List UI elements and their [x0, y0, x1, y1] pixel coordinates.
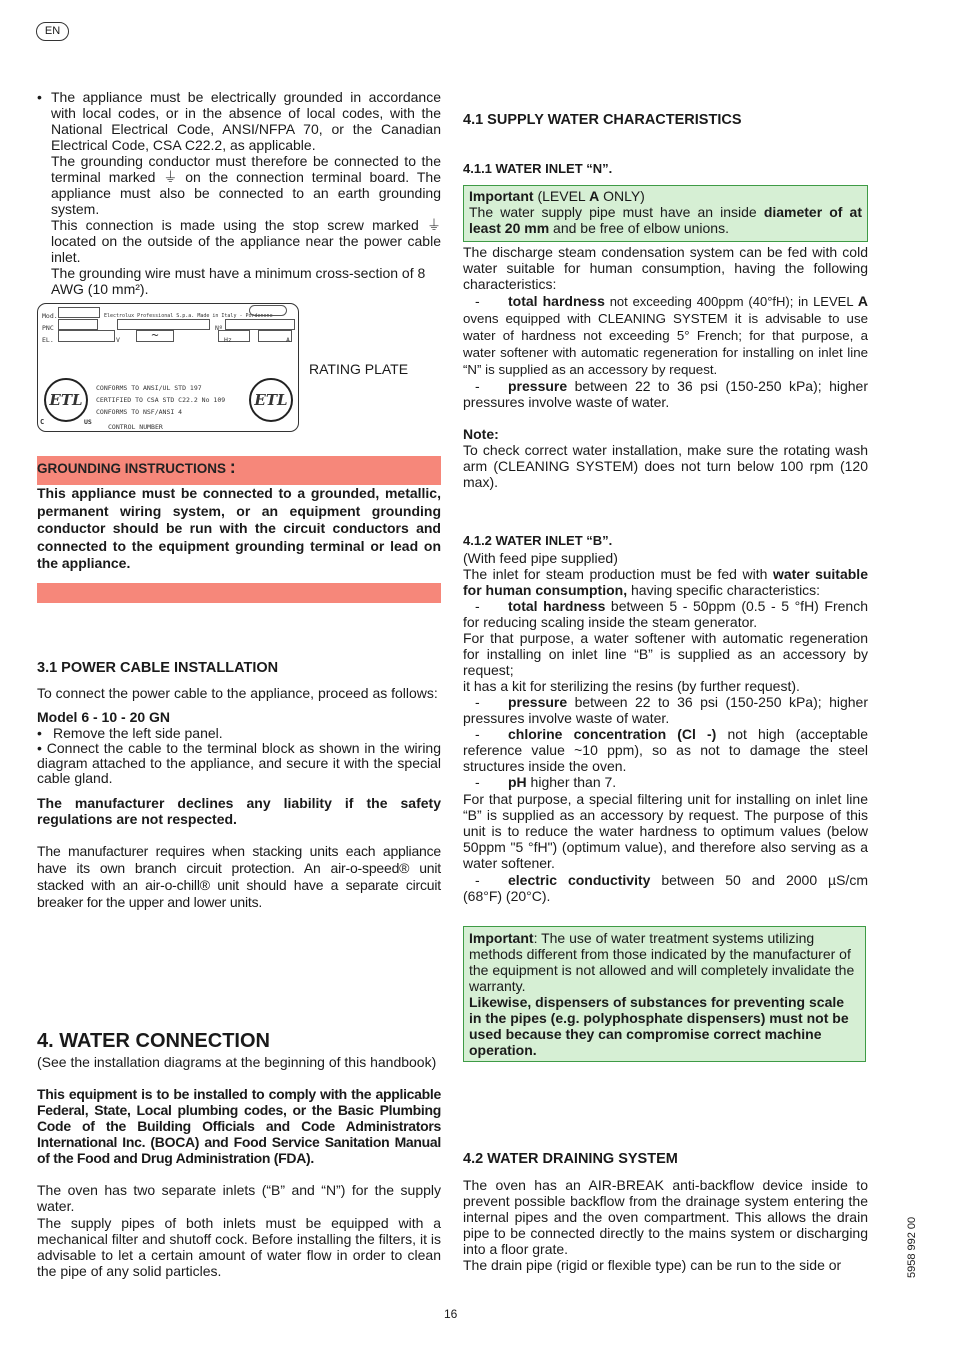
plate-logo-oval	[249, 305, 287, 316]
supply-water-title: 4.1 SUPPLY WATER CHARACTERISTICS	[463, 112, 742, 128]
pressure-text: between 22 to 36 psi (150-250 kPa); higher pressures involve waste of water.	[463, 378, 868, 410]
etl-logo-left: ETL	[44, 378, 88, 422]
plate-conformity-2: CERTIFIED TO CSA STD C22.2 No 109	[96, 396, 226, 404]
page-number: 16	[444, 1307, 458, 1321]
ph-label: pH	[508, 774, 527, 790]
document-code: 5958 992 00	[906, 1216, 918, 1278]
grounding-instructions	[37, 456, 441, 603]
plate-field	[225, 319, 295, 330]
dash: -	[475, 872, 480, 888]
inlet-b-intro-2: having specific characteristics:	[627, 582, 821, 598]
water-connection-inlets: The oven has two separate inlets (“B” and “N”) for the supply water.	[37, 1182, 441, 1214]
draining-para-2: The drain pipe (rigid or flexible type) can be run to the side or	[463, 1257, 842, 1273]
power-cable-model: Model 6 - 10 - 20 GN	[37, 709, 171, 725]
plate-model-label: Mod.	[42, 312, 58, 320]
discharge-text: The discharge steam condensation system can be fed with cold water suitable for human consumption, having the following characteristics:	[463, 244, 868, 292]
grounding-section	[37, 89, 441, 297]
plate-nr-label: Nº	[215, 324, 223, 332]
chlorine-text: not high (acceptable reference value ~10 ppm), so as not to damage the steel structures inside the oven.	[463, 726, 868, 774]
note-text: To check correct water installation, make sure the rotating wash arm (CLEANING SYSTEM) does not turn below 100 rpm (120 max).	[463, 442, 868, 490]
power-cable-step-2: Connect the cable to the terminal block as shown in the wiring diagram attached to the appliance, and secure it with the special cable gland.	[37, 740, 442, 786]
plate-field	[58, 307, 100, 318]
b-total-hardness-text: between 5 - 50ppm (0.5 - 5 °fH) French for reducing scaling inside the steam generator.	[463, 598, 868, 630]
water-connection-codes: This equipment is to be installed to comply with the applicable Federal, State, Local plumbing codes, or the Basic Plumbing Code of the Building Officials and Code Administrators International Inc. (BOCA) and Food Service Sanitation Manual of the Food and Drug Administration (FDA).	[37, 1086, 441, 1166]
draining-title: 4.2 WATER DRAINING SYSTEM	[463, 1151, 678, 1167]
dash: -	[475, 774, 480, 790]
total-hardness-text-2: ovens equipped with CLEANING SYSTEM it is advisable to use water of hardness not exceeding 5° French; for that purpose, a water softener with automatic regeneration for installing on inlet line “N” is supplied as an accessory by request.	[463, 311, 868, 377]
power-cable-section	[37, 660, 441, 911]
conductivity-label: electric conductivity	[508, 872, 651, 888]
plate-maker: Electrolux Professional S.p.a. Made in Italy - Pordenone	[104, 313, 273, 319]
rating-plate-image	[37, 303, 299, 432]
plate-ac-symbol: ~	[136, 330, 174, 342]
important-water-treatment-box	[463, 926, 866, 1062]
grounding-instructions-title: GROUNDING INSTRUCTIONS	[37, 461, 226, 476]
b-softener-text: For that purpose, a water softener with automatic regeneration for installing on inlet line “B” is supplied as an accessory by request;	[463, 630, 868, 678]
b-pressure-text: between 22 to 36 psi (150-250 kPa); higher pressures involve waste of water.	[463, 694, 868, 726]
water-connection-filters: The supply pipes of both inlets must be equipped with a mechanical filter and shutoff cock. Before installing the filters, it is advisable to let a certain amount of water flow in order to clean the pipe of any solid particles.	[37, 1215, 441, 1279]
plate-conformity-1: CONFORMS TO ANSI/UL STD 197	[96, 384, 202, 392]
power-cable-intro: To connect the power cable to the appliance, proceed as follows:	[37, 685, 438, 701]
pressure-label: pressure	[508, 378, 568, 394]
chlorine-label: chlorine concentration (Cl -)	[508, 726, 717, 742]
dash: -	[475, 726, 480, 742]
dash: -	[475, 598, 480, 614]
conductivity-text: between 50 and 2000 µS/cm (68°F) (20°C).	[463, 872, 868, 904]
filter-unit-text: For that purpose, a special filtering unit for installing on inlet line “B” is supplied as an accessory by request. The purpose of this unit is to reduce the water hardness to optimum values (below 50ppm "5 °fH") (optimum value), and therefore also serving as a water softener.	[463, 791, 868, 871]
water-connection-subtitle: (See the installation diagrams at the beginning of this handbook)	[37, 1054, 437, 1070]
b-kit-text: it has a kit for sterilizing the resins (by further request).	[463, 678, 800, 694]
important-tail: and be free of elbow unions.	[549, 220, 729, 236]
important-2-text: : The use of water treatment systems utilizing methods different from those indicated by the manufacturer of the equipment is not allowed and will completely invalidate the warranty.	[469, 930, 855, 994]
power-cable-title: 3.1 POWER CABLE INSTALLATION	[37, 660, 279, 676]
salmon-divider	[37, 583, 441, 603]
total-hardness-text-1: not exceeding 400ppm (40°fH); in LEVEL	[604, 294, 858, 309]
important-diameter: diameter of at least 20 mm	[469, 204, 862, 236]
plate-el-label: EL.	[42, 336, 54, 344]
total-hardness-label: total hardness	[508, 293, 605, 309]
rating-plate-caption: RATING PLATE	[309, 361, 409, 377]
bullet: •	[37, 725, 42, 741]
b-total-hardness-label: total hardness	[508, 598, 606, 614]
plate-field	[218, 330, 250, 342]
dash: -	[475, 293, 480, 309]
inlet-b-feed: (With feed pipe supplied)	[463, 550, 618, 566]
important-level-text: (LEVEL	[533, 188, 590, 204]
power-cable-warning: The manufacturer declines any liability if the safety regulations are not respected.	[37, 795, 441, 827]
grounding-para-1: The appliance must be electrically grounded in accordance with local codes, or in the absence of local codes, with the National Electrical Code, ANSI/NFPA 70, or the Canadian Electrical Code, CSA C22.2, as applicable.	[51, 89, 441, 153]
draining-section	[463, 1151, 868, 1273]
plate-control-number: CONTROL NUMBER	[108, 423, 163, 431]
note-title: Note:	[463, 426, 499, 442]
total-hardness-level-a: A	[857, 293, 868, 309]
etl-logo-right: ETL	[249, 378, 293, 422]
dash: -	[475, 378, 480, 394]
grounding-instructions-colon: :	[229, 457, 236, 477]
plate-a-label: A	[286, 336, 290, 344]
plate-field	[117, 319, 210, 330]
important-only-text: ONLY)	[599, 188, 645, 204]
us-mark: US	[84, 418, 92, 426]
supply-water-section	[463, 112, 868, 904]
grounding-para-3: This connection is made using the stop screw marked ⏚ located on the outside of the appliance near the power cable inlet.	[51, 217, 441, 265]
grounding-para-4: The grounding wire must have a minimum cross-section of 8 AWG (10 mm²).	[51, 265, 426, 297]
power-cable-step-1: Remove the left side panel.	[53, 725, 223, 741]
inlet-b-title: 4.1.2 WATER INLET “B”.	[463, 533, 613, 548]
important-level-a-box	[463, 185, 868, 242]
important-2-label: Important	[469, 930, 534, 946]
inlet-n-title: 4.1.1 WATER INLET “N”.	[463, 161, 613, 176]
important-label: Important	[469, 188, 534, 204]
water-connection-section	[37, 1030, 441, 1279]
plate-pnc-label: PNC	[42, 324, 54, 332]
water-connection-title: 4. WATER CONNECTION	[37, 1030, 270, 1052]
important-text: The water supply pipe must have an inside	[469, 204, 764, 220]
c-mark: C	[40, 418, 45, 426]
language-badge: EN	[36, 22, 69, 41]
bullet: •	[37, 89, 42, 105]
power-cable-stacking: The manufacturer requires when stacking units each appliance have its own branch circuit protection. An air-o-speed® unit stacked with an air-o-chill® unit should have a separate circuit breaker for the upper and lower units.	[37, 843, 441, 910]
plate-hz-label: Hz	[224, 336, 232, 344]
plate-field	[58, 319, 98, 330]
plate-field	[58, 330, 115, 342]
draining-para-1: The oven has an AIR-BREAK anti-backflow device inside to prevent possible backflow from the drainage system entering the internal pipes and the oven compartment. This allows the drain pipe to be connected directly to the mains system or discharging into a floor grate.	[463, 1177, 868, 1257]
dash: -	[475, 694, 480, 710]
ph-text: higher than 7.	[526, 774, 617, 790]
important-2-bold-para: Likewise, dispensers of substances for preventing scale in the pipes (e.g. polyphosphate dispensers) must not be used because they can compromise correct machine operation.	[469, 994, 849, 1058]
important-level-a: A	[589, 188, 600, 204]
plate-conformity-3: CONFORMS TO NSF/ANSI 4	[96, 408, 183, 416]
bullet: •	[37, 740, 42, 756]
inlet-b-intro-1: The inlet for steam production must be fed with	[463, 566, 773, 582]
inlet-b-intro-bold: water suitable for human consumption,	[463, 566, 868, 598]
grounding-instructions-text: This appliance must be connected to a grounded, metallic, permanent wiring system, or an equipment grounding conductor should be run with the circuit conductors and connected to the equipment grounding terminal or lead on the appliance.	[37, 485, 441, 571]
grounding-para-2: The grounding conductor must therefore be connected to the terminal marked ⏚ on the connection terminal board. The appliance must also be connected to an earth grounding system.	[51, 153, 441, 217]
b-pressure-label: pressure	[508, 694, 568, 710]
plate-v-label: V	[116, 336, 120, 344]
